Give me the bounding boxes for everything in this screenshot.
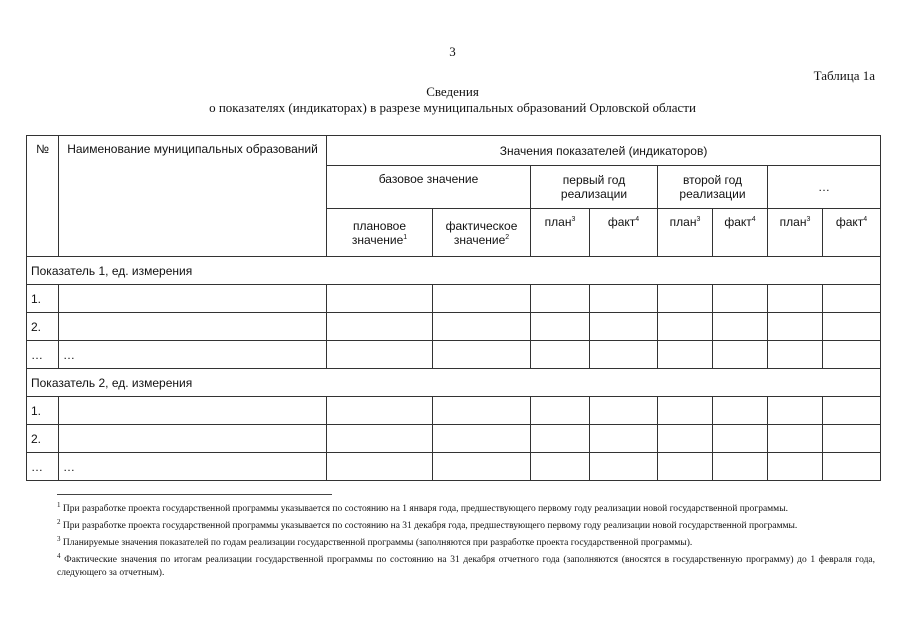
header-more: … <box>768 166 881 209</box>
table-row <box>27 425 881 453</box>
row-num: … <box>27 453 59 481</box>
row-num: 2. <box>27 425 59 453</box>
header-plan-more: план$^3$ <box>768 209 823 257</box>
row-num: 2. <box>27 313 59 341</box>
header-fact-more: факт$^4$ <box>823 209 881 257</box>
row-name <box>59 397 327 425</box>
header-fact-y1: факт$^4$ <box>590 209 658 257</box>
header-fact-y2: факт$^4$ <box>713 209 768 257</box>
header-num: № <box>27 136 59 257</box>
footnotes <box>57 499 875 580</box>
row-name: … <box>59 341 327 369</box>
table-label: Таблица 1а <box>813 68 875 83</box>
row-name: … <box>59 453 327 481</box>
row-num: 1. <box>27 397 59 425</box>
table-row <box>27 313 881 341</box>
header-year1: первый год реализации <box>531 166 658 209</box>
table-row <box>27 453 881 481</box>
document-title: Сведения <box>426 84 479 99</box>
header-values: Значения показателей (индикаторов) <box>327 136 881 166</box>
footnote-divider <box>57 494 332 495</box>
table-row <box>27 341 881 369</box>
header-actual-value: фактическое значение$^2$ <box>433 209 531 257</box>
row-name <box>59 313 327 341</box>
page-number: 3 <box>449 44 456 59</box>
table-row <box>27 285 881 313</box>
header-plan-y2: план$^3$ <box>658 209 713 257</box>
footnote-3: $^3$ Планируемые значения показателей по годам реализации государственной программы (заполняются при разработке проекта государственной программы). <box>57 535 693 549</box>
row-name <box>59 285 327 313</box>
header-plan-y1: план$^3$ <box>531 209 590 257</box>
footnote-1: $^1$ При разработке проекта государственной программы указывается по состоянию на 1 января года, предшествующего первому году реализации новой государственной программы. <box>57 501 788 515</box>
header-planned-value: плановое значение$^1$ <box>327 209 433 257</box>
row-num: 1. <box>27 285 59 313</box>
table-row <box>27 397 881 425</box>
section-label: Показатель 1, ед. измерения <box>27 257 881 285</box>
section-label: Показатель 2, ед. измерения <box>27 369 881 397</box>
header-name: Наименование муниципальных образований <box>59 136 327 257</box>
footnote-2: $^2$ При разработке проекта государственной программы указывается по состоянию на 31 декабря года, предшествующего первому году реализации новой государственной программы. <box>57 518 798 532</box>
footnote-4: $^4$ Фактические значения по итогам реализации государственной программы по состоянию на 31 декабря отчетного года (заполняются (вносятся в государственную программу) до 1 февраля года, следующего за отчетным). <box>57 552 875 578</box>
row-name <box>59 425 327 453</box>
header-year2: второй год реализации <box>658 166 768 209</box>
row-num: … <box>27 341 59 369</box>
document-subtitle: о показателях (индикаторах) в разрезе муниципальных образований Орловской области <box>209 100 696 115</box>
indicators-table <box>26 135 881 481</box>
header-base: базовое значение <box>327 166 531 209</box>
